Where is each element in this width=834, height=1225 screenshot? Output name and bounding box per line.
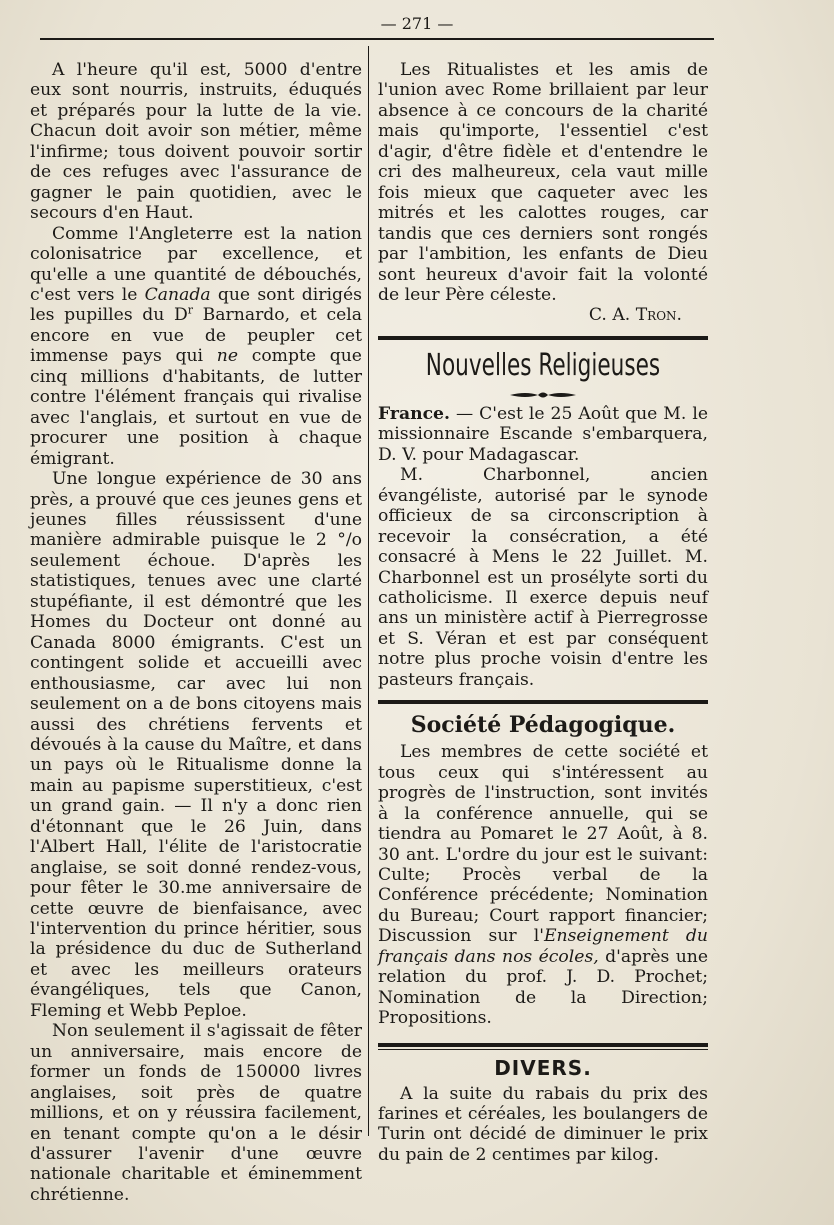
text-run: — C'est le 25 Août que M. le missionnaire Escande s'embarquera, D. V. pour Madagascar. xyxy=(378,403,708,465)
ornament-divider xyxy=(378,386,708,398)
paragraph-france xyxy=(378,404,708,465)
superscript-r: r xyxy=(187,303,194,317)
section-rule xyxy=(378,336,708,340)
paragraph-ritualistes: Les Ritualistes et les amis de l'union avec Rome brillaient par leur absence à ce concours de la charité mais qu'importe, l'essentiel c'est d'agir, d'être fidèle et d'entendre le cri des malheureux, cela vaut mille fois mieux que caqueter avec les mitrés et les calottes rouges, car tandis que ces derniers sont rongés par l'ambition, les enfants de Dieu sont heureux d'avoir fait la volonté de leur Père céleste. xyxy=(378,60,708,305)
italic-canada: Canada xyxy=(144,284,211,305)
text-run: que sont dirigés les pupilles du D xyxy=(30,284,362,326)
page-number: — 271 — xyxy=(380,14,454,33)
italic-ne: ne xyxy=(216,346,238,367)
paragraph-divers: A la suite du rabais du prix des farines et céréales, les boulangers de Turin ont décidé de diminuer le prix du pain de 2 centimes par kilog. xyxy=(378,1083,708,1165)
left-column xyxy=(30,60,362,1205)
author-signature: C. A. Tron. xyxy=(588,305,682,326)
section-title-divers: DIVERS. xyxy=(494,1055,592,1080)
text-run: compte que cinq millions d'habitants, de lutter contre l'élément français qui rivalise avec l'anglais, et surtout en vue de procurer une position à chaque émigrant. xyxy=(30,346,362,469)
italic-enseignement: Enseignement du français dans nos écoles, xyxy=(378,926,708,967)
paragraph-experience: Une longue expérience de 30 ans près, a prouvé que ces jeunes gens et jeunes filles réussissent d'une manière admirable puisque le 2 °/o seulement échoue. D'après les statistiques, tenues avec une clarté stupéfiante, il est démontré que les Homes du Docteur ont donné au Canada 8000 émigrants. C'est un contingent solide et accueilli avec enthousiasme, car avec lui non seulement on a de bons citoyens mais aussi des chrétiens fervents et dévoués à la cause du Maître, et dans un pays où le Ritualisme donne la main au papisme superstitieux, c'est un grand gain. — Il n'y a donc rien d'étonnant que le 26 Juin, dans l'Albert Hall, l'élite de l'aristocratie anglaise, se soit donné rendez-vous, pour fêter le 30.me anniversaire de cette œuvre de bienfaisance, avec l'intervention du prince héritier, sous la présidence du duc de Sutherland et avec les meilleurs orateurs évangéliques, tels que Canon, Fleming et Webb Peploe. xyxy=(30,469,362,1021)
text-run: d'après une relation du prof. J. D. Prochet; Nomination de la Direction; Propositions. xyxy=(378,946,709,1029)
section-title-nouvelles-religieuses: Nouvelles Religieuses xyxy=(425,347,661,383)
paragraph-canada xyxy=(30,224,362,469)
text-run: Barnardo, et cela encore en vue de peupler cet immense pays qui xyxy=(30,305,362,367)
header-rule xyxy=(40,38,714,40)
right-column xyxy=(378,60,708,1165)
section-rule xyxy=(378,1043,708,1047)
text-run: Les membres de cette société et tous ceux qui s'intéressent au progrès de l'instruction, sont invités à la conférence annuelle, qui se tiendra au Pomaret le 27 Août, à 8. 30 ant. L'ordre du jour est le suivant: Culte; Procès verbal de la Conférence précédente; Nomination du Bureau; Court rapport financier; Discussion sur l' xyxy=(378,742,708,947)
text-run: Comme l'Angleterre est la nation colonisatrice par excellence, et qu'elle a une quantité de débouchés, c'est vers le xyxy=(30,223,362,305)
section-title-societe-pedagogique: Société Pédagogique. xyxy=(410,712,676,739)
paragraph-barnardo-homes: A l'heure qu'il est, 5000 d'entre eux sont nourris, instruits, éduqués et préparés pour la lutte de la vie. Chacun doit avoir son métier, même l'infirme; tous doivent pouvoir sortir de ces refuges avec l'assurance de gagner le pain quotidien, avec le secours d'en Haut. xyxy=(30,60,362,224)
paragraph-fonds: Non seulement il s'agissait de fêter un anniversaire, mais encore de former un fonds de 150000 livres anglaises, soit près de quatre millions, et on y réussira facilement, en tenant compte qu'on a le désir d'assurer l'avenir d'une œuvre nationale charitable et éminemment chrétienne. xyxy=(30,1021,362,1205)
column-divider xyxy=(368,46,369,1136)
label-france: France. xyxy=(378,403,450,424)
section-rule-thin xyxy=(378,1049,708,1050)
paragraph-charbonnel: M. Charbonnel, ancien évangéliste, autorisé par le synode officieux de sa circonscription à recevoir la consécration, a été consacré à Mens le 22 Juillet. M. Charbonnel est un prosélyte sorti du catholicisme. Il exerce depuis neuf ans un ministère actif à Pierregrosse et S. Véran et est par conséquent notre plus proche voisin d'entre les pasteurs français. xyxy=(378,465,708,690)
paragraph-societe xyxy=(378,742,708,1028)
ornament-icon xyxy=(508,389,578,401)
section-rule xyxy=(378,700,708,704)
